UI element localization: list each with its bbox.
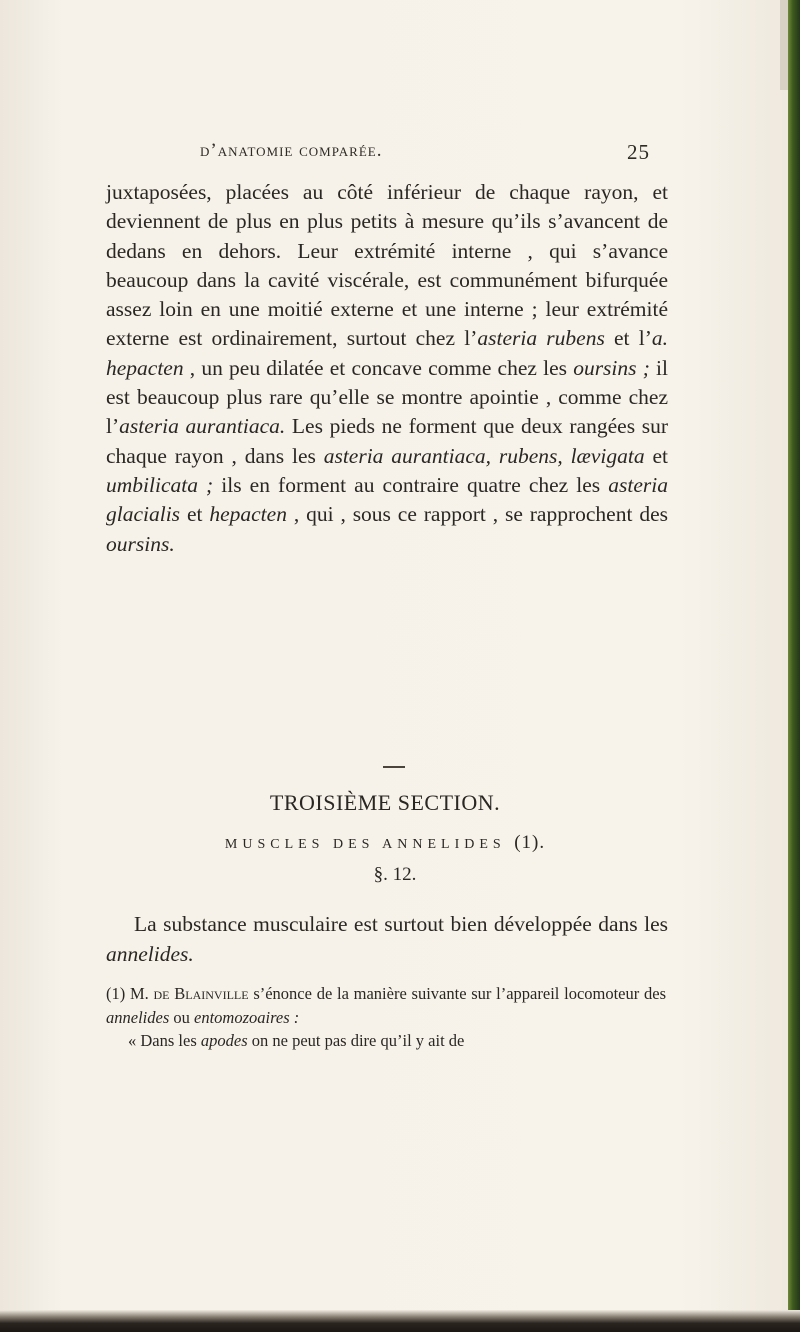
footnote-run-text: s’énonce de la manière suivante sur l’appareil locomoteur des <box>248 984 666 1003</box>
footnote-run-italic: annelides <box>106 1007 170 1027</box>
body-run-italic: oursins ; <box>573 355 650 380</box>
body-run-italic: a. hepacten <box>106 326 668 380</box>
footnote-run-italic: apodes <box>200 1031 248 1050</box>
footnote-run-text: ou <box>169 1007 194 1027</box>
footnote-line-2 <box>106 1029 666 1053</box>
body-run-italic: hepacten <box>209 502 287 527</box>
page-number: 25 <box>627 140 650 164</box>
section-heading: TROISIÈME SECTION. <box>269 790 501 815</box>
body-run-text: , un peu dilatée et concave comme chez les <box>183 355 574 380</box>
body-run-italic: asteria aurantiaca, rubens, lævigata <box>323 443 645 468</box>
section-paragraph <box>106 910 668 969</box>
page-edge-right <box>788 0 800 1332</box>
footnote-run-text: (1) M. <box>106 984 154 1003</box>
para2-run-italic: annelides. <box>106 941 194 966</box>
body-paragraph <box>106 178 668 559</box>
footnote-line-1 <box>106 982 666 1029</box>
body-run-text: Les pieds ne forment que deux rangées sur chaque rayon , dans les <box>106 414 668 468</box>
body-run-italic: asteria aurantiaca. <box>119 414 286 439</box>
footnote-run-italic: entomozoaires : <box>194 1007 300 1027</box>
body-run-text: , qui , sous ce rapport , se rapprochent des <box>286 502 668 527</box>
body-paragraph-text <box>106 178 668 559</box>
footnote-run-text: « Dans les <box>128 1031 201 1050</box>
para2-run-text: La substance musculaire est surtout bien développée dans les <box>134 912 668 936</box>
section-subheading-text: MUSCLES DES ANNELIDES <box>224 837 506 852</box>
running-head-title: d’anatomie comparée. <box>200 140 383 161</box>
body-run-text: et <box>644 443 668 468</box>
body-run-italic: asteria glacialis <box>106 472 668 527</box>
section-divider <box>383 766 405 768</box>
body-run-text: ils en forment au contraire quatre chez les <box>213 472 609 497</box>
section-subheading <box>0 832 770 854</box>
footnote-run-smallcaps: de Blainville <box>153 984 249 1003</box>
body-run-text: juxtaposées, placées au côté inférieur de chaque rayon, et deviennent de plus en plus petits à mesure qu’ils s’avancent de dedans en dehors. Leur extrémité interne , qui s’avance beaucoup dans la cavité viscérale, est communément bifurquée assez loin en une moitié externe et une interne ; leur extrémité externe est ordinairement, surtout chez l’ <box>106 180 668 351</box>
footnote <box>106 982 666 1053</box>
section-paragraph-text <box>106 910 668 969</box>
body-run-italic: oursins. <box>106 531 175 556</box>
page-edge-top <box>780 0 788 90</box>
footnote-ref: (1). <box>514 832 546 853</box>
body-run-italic: umbilicata ; <box>106 472 214 497</box>
body-run-text: et <box>180 502 210 527</box>
body-run-italic: asteria rubens <box>477 326 605 351</box>
footnote-run-text: on ne peut pas dire qu’il y ait de <box>247 1031 465 1050</box>
body-run-text: il est beaucoup plus rare qu’elle se montre apointie , comme chez l’ <box>106 355 668 439</box>
body-run-text: et l’ <box>604 326 652 351</box>
page-edge-bottom <box>0 1310 800 1332</box>
paragraph-mark: §. 12. <box>373 864 417 885</box>
